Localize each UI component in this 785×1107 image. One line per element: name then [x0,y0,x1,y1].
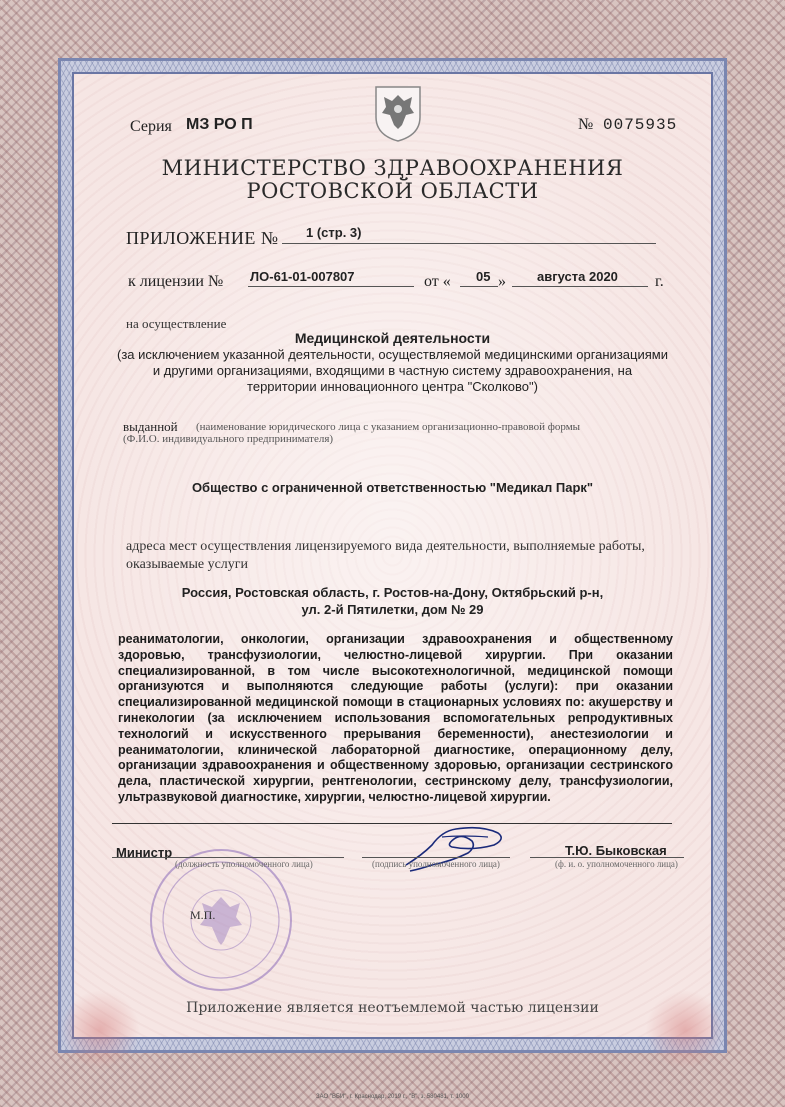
address-line: ул. 2-й Пятилетки, дом № 29 [301,602,484,617]
month-underline [512,286,648,287]
license-underline [248,286,414,287]
signatory-position: Министр [116,845,173,860]
activity-description-line: (за исключением указанной деятельности, осуществляемой медицинскими организациями [117,347,668,362]
activity-description [100,347,685,395]
appendix-label: ПРИЛОЖЕНИЕ № [126,228,279,248]
year-suffix: г. [655,273,664,290]
address-line: Россия, Ростовская область, г. Ростов-на-Дону, Октябрьский р-н, [181,585,604,600]
license-label: к лицензии № [128,273,224,290]
series-label: Серия [130,118,172,135]
ministry-title-line1: МИНИСТЕРСТВО ЗДРАВООХРАНЕНИЯ [161,156,624,180]
signature-hint: (подпись уполномоченного лица) [372,859,500,869]
license-day: 05 [476,269,491,284]
form-number: 0075935 [603,116,678,134]
position-underline [112,857,344,858]
name-hint: (ф. и. о. уполномоченного лица) [555,859,678,869]
signatory-name: Т.Ю. Быковская [565,843,667,858]
activity-label: на осуществление [126,316,227,331]
day-underline [460,286,498,287]
activity-description-line: территории инновационного центра "Сколково") [247,379,538,394]
printer-info: ЗАО "ВБИ", г. Краснодар, 2019 г., "В", з. 580481, т. 1000 [316,1094,469,1100]
date-open-label: от « [424,273,451,290]
issued-label: выданной [123,419,178,434]
address-block [100,584,685,618]
separator-line [112,823,672,824]
footer-note: Приложение является неотъемлемой частью лицензии [186,1000,599,1016]
ministry-title-line2: РОСТОВСКОЙ ОБЛАСТИ [246,179,539,203]
coat-of-arms-icon [370,83,426,143]
works-list: реаниматологии, онкологии, организации здравоохранения и общественному здоровью, трансфузиологии, челюстно-лицевой хирургии. При оказании специализированной, в том числе высокотехнологичной, медицинской помощи организуются и выполняются следующие работы (услуги): при оказании специализированной медицинской помощи в стационарных условиях по: акушерству и гинекологии (за исключением использования вспомогательных репродуктивных технологий и искусственного прерывания беременности), анестезиологии и реаниматологии, клинической лабораторной диагностике, операционному делу, организации здравоохранения и общественному здоровью, организации сестринского дела, пластической хирургии, рентгенологии, сестринскому делу, трансфузиологии, ультразвуковой диагностике, хирургии, челюстно-лицевой хирургии. [118,632,673,804]
issued-hint-2: (Ф.И.О. индивидуального предпринимателя) [123,433,334,445]
activity-title: Медицинской деятельности [294,330,491,346]
license-month-year: августа 2020 [537,269,618,284]
issued-hint: (наименование юридического лица с указанием организационно-правовой формы [196,421,581,433]
date-close-quote: » [498,273,506,290]
signature-underline [362,857,510,858]
number-label: № [578,116,594,133]
license-number: ЛО-61-01-007807 [250,269,355,284]
organization-name: Общество с ограниченной ответственностью "Медикал Парк" [191,480,594,495]
activity-description-line: и другими организациями, входящими в частную систему здравоохранения, на [152,363,633,378]
name-underline [530,857,684,858]
appendix-underline [282,243,656,244]
address-label: адреса мест осуществления лицензируемого вида деятельности, выполняемые работы, оказываемые услуги [126,539,645,572]
seal-place-label: М.П. [190,908,216,922]
series-value: МЗ РО П [186,116,253,133]
appendix-number: 1 (стр. 3) [306,225,362,240]
position-hint: (должность уполномоченного лица) [175,859,313,869]
